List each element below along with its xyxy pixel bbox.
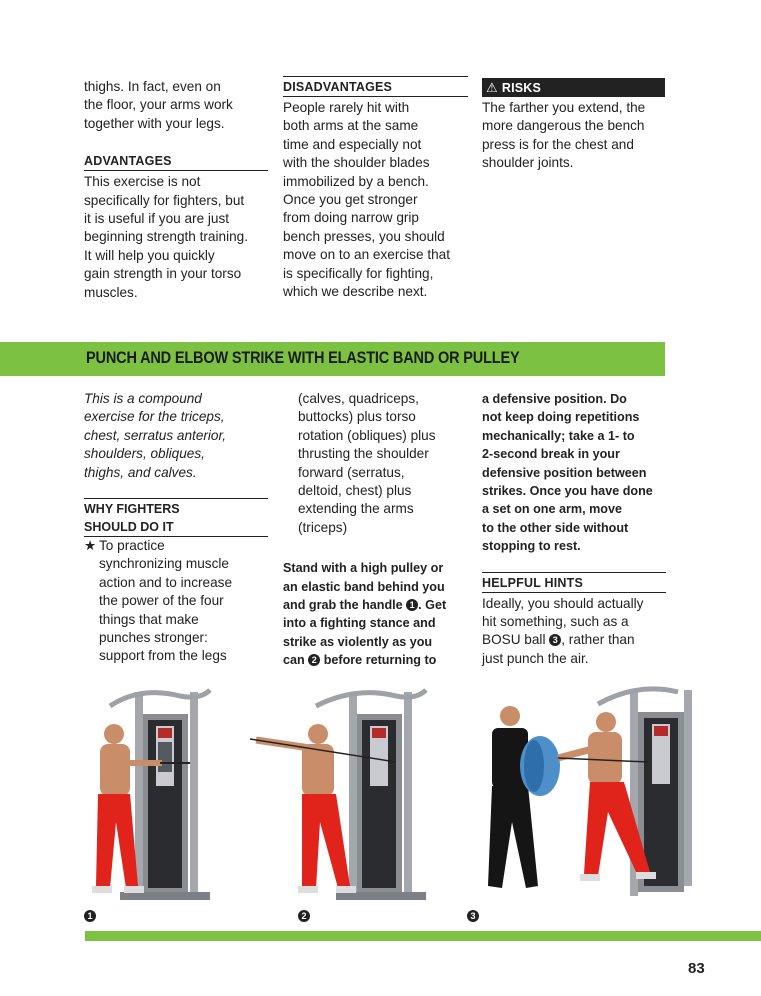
star-icon: ★ [84, 538, 97, 554]
step-3-marker: 3 [549, 634, 561, 646]
section-title: PUNCH AND ELBOW STRIKE WITH ELASTIC BAND OR PULLEY [86, 349, 520, 367]
muscles-text: (calves, quadriceps, buttocks) plus torso rotation (obliques) plus thrusting the shoulder forward (serratus, deltoid, chest) plus extending the arms (triceps) [298, 391, 436, 535]
instructions-continued: a defensive position. Do not keep doing repetitions mechanically; take a 1- to 2-second break in your defensive position between strikes. Once you have done a set on one arm, move to the other side without stopping to rest. [482, 392, 653, 554]
photo-1-label: 1 [84, 907, 96, 925]
advantages-heading: ADVANTAGES [84, 151, 268, 171]
step-1-marker: 1 [406, 599, 418, 611]
photo-step-3 [478, 672, 694, 906]
advantages-text: This exercise is not specifically for fighters, but it is useful if you are just beginning strength training. It will help you quickly gain strength in your torso muscles. [84, 174, 248, 300]
bottom-column-1 [84, 390, 268, 666]
disadvantages-text: People rarely hit with both arms at the same time and especially not with the shoulder blades immobilized by a bench. Once you get stronger from doing narrow grip bench presses, you should move on to an exercise that is specifically for fighting, which we describe next. [283, 100, 450, 300]
bosu-ball [520, 736, 560, 796]
risks-heading: ⚠ RISKS [482, 78, 665, 97]
helpful-hints-text: Ideally, you should actually hit something, such as a BOSU ball 3 , rather than just punch the air. [482, 595, 644, 666]
warning-icon: ⚠ [486, 80, 498, 95]
photo-2-label: 2 [298, 907, 310, 925]
why-fighters-heading: WHY FIGHTERS SHOULD DO IT [84, 498, 268, 537]
disadvantages-heading: DISADVANTAGES [283, 76, 468, 97]
helpful-hints-heading: HELPFUL HINTS [482, 572, 666, 593]
photo-3-label: 3 [467, 907, 479, 925]
photo-step-1 [80, 682, 220, 906]
footer-bar [85, 931, 761, 941]
photo-step-2 [246, 682, 446, 906]
instructions-text: Stand with a high pulley or an elastic band behind you and grab the handle 1 . Get into a fighting stance and strike as violently as you can 2 before returning to [283, 561, 447, 668]
continued-text: thighs. In fact, even on the floor, your arms work together with your legs. [84, 79, 233, 131]
risks-text: The farther you extend, the more dangerous the bench press is for the chest and shoulder joints. [482, 100, 646, 171]
bottom-column-3 [482, 390, 666, 668]
why-fighters-bullet [84, 537, 268, 666]
partner-figure [488, 706, 538, 888]
bottom-column-2 [283, 390, 468, 670]
top-column-3 [482, 78, 665, 173]
top-column-2 [283, 76, 468, 301]
why-fighters-text: To practice synchronizing muscle action and to increase the power of the four things that make punches stronger: support from the legs [99, 538, 233, 664]
step-2-marker: 2 [308, 654, 320, 666]
top-column-1 [84, 78, 268, 302]
intro-text: This is a compound exercise for the triceps, chest, serratus anterior, shoulders, obliques, thighs, and calves. [84, 391, 227, 480]
page-number: 83 [688, 960, 705, 977]
